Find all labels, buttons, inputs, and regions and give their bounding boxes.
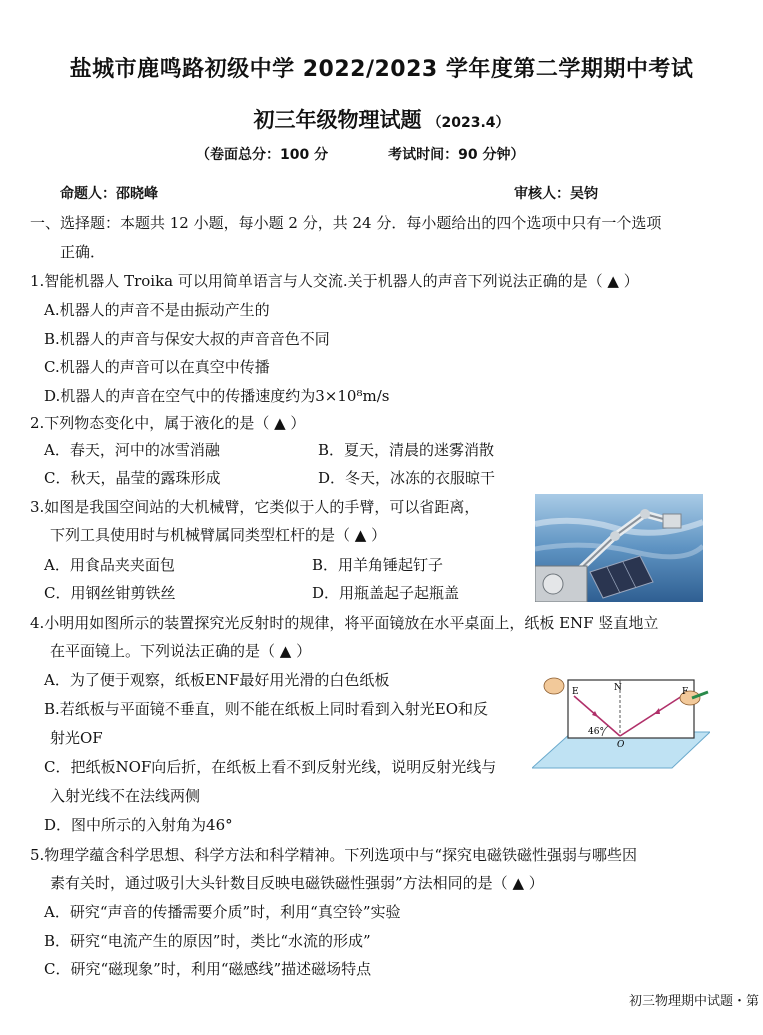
reviewer: 审核人：吴钧 bbox=[514, 186, 598, 202]
q5-option-c: C．研究“磁现象”时，利用“磁感线”描述磁场特点 bbox=[44, 960, 372, 978]
space-station-arm-photo bbox=[535, 494, 703, 602]
q4-option-b-cont: 射光OF bbox=[50, 729, 103, 747]
q5-stem-line2: 素有关时，通过吸引大头针数目反映电磁铁磁性强弱”方法相同的是（ ▲ ） bbox=[50, 874, 544, 892]
author: 命题人：邵晓峰 bbox=[60, 186, 158, 202]
exam-time: 考试时间：90 分钟） bbox=[388, 147, 525, 163]
section-instructions-line2: 正确． bbox=[60, 243, 106, 261]
q4-stem-line1: 4.小明用如图所示的装置探究光反射时的规律，将平面镜放在水平桌面上，纸板 ENF 竖直地立 bbox=[30, 614, 659, 632]
q5-option-a: A．研究“声音的传播需要介质”时，利用“真空铃”实验 bbox=[44, 903, 401, 921]
q3-option-c: C．用钢丝钳剪铁丝 bbox=[44, 584, 176, 602]
q1-stem: 1.智能机器人 Troika 可以用简单语言与人交流.关于机器人的声音下列说法正确的是（ ▲ ） bbox=[30, 272, 639, 290]
q1-option-d: D.机器人的声音在空气中的传播速度约为3×10⁸m/s bbox=[44, 387, 390, 405]
label-o: O bbox=[617, 740, 625, 750]
q5-option-b: B．研究“电流产生的原因”时，类比“水流的形成” bbox=[44, 932, 371, 950]
exam-date: （2023.4） bbox=[427, 115, 510, 131]
q3-option-d: D．用瓶盖起子起瓶盖 bbox=[312, 584, 460, 602]
q1-option-b: B.机器人的声音与保安大叔的声音音色不同 bbox=[44, 330, 330, 348]
q4-option-b: B.若纸板与平面镜不垂直，则不能在纸板上同时看到入射光EO和反 bbox=[44, 700, 489, 718]
q3-stem-line2: 下列工具使用时与机械臂属同类型杠杆的是（ ▲ ） bbox=[50, 526, 387, 544]
label-f: F bbox=[682, 687, 689, 697]
q3-stem-line1: 3.如图是我国空间站的大机械臂，它类似于人的手臂，可以省距离， bbox=[30, 498, 480, 516]
label-e: E bbox=[572, 687, 579, 697]
total-score: （卷面总分：100 分 bbox=[196, 147, 329, 163]
exam-subtitle bbox=[0, 104, 763, 134]
q5-stem-line1: 5.物理学蕴含科学思想、科学方法和科学精神。下列选项中与“探究电磁铁磁性强弱与哪些因 bbox=[30, 846, 637, 864]
label-n: N bbox=[614, 683, 622, 693]
q2-option-c: C．秋天，晶莹的露珠形成 bbox=[44, 469, 221, 487]
label-angle: 46° bbox=[588, 727, 604, 737]
exam-info bbox=[196, 144, 524, 164]
q4-stem-line2: 在平面镜上。下列说法正确的是（ ▲ ） bbox=[50, 642, 312, 660]
q4-option-c: C．把纸板NOF向后折，在纸板上看不到反射光线，说明反射光线与 bbox=[44, 758, 497, 776]
q2-option-d: D．冬天，冰冻的衣服晾干 bbox=[318, 469, 496, 487]
q2-option-a: A．春天，河中的冰雪消融 bbox=[44, 441, 220, 459]
exam-title: 盐城市鹿鸣路初级中学 2022/2023 学年度第二学期期中考试 bbox=[69, 57, 694, 82]
q4-option-a: A．为了便于观察，纸板ENF最好用光滑的白色纸板 bbox=[44, 671, 390, 689]
q4-option-c-cont: 入射光线不在法线两侧 bbox=[50, 787, 201, 805]
section-instructions-line1: 一、选择题：本题共 12 小题，每小题 2 分，共 24 分．每小题给出的四个选项中只有一个选项 bbox=[30, 214, 662, 232]
q2-option-b: B．夏天，清晨的迷雾消散 bbox=[318, 441, 495, 459]
q1-option-a: A.机器人的声音不是由振动产生的 bbox=[44, 301, 270, 319]
q3-option-b: B．用羊角锤起钉子 bbox=[312, 556, 444, 574]
q3-option-a: A．用食品夹夹面包 bbox=[44, 556, 175, 574]
q1-option-c: C.机器人的声音可以在真空中传播 bbox=[44, 358, 270, 376]
q2-stem: 2.下列物态变化中，属于液化的是（ ▲ ） bbox=[30, 414, 306, 432]
q4-option-d: D．图中所示的入射角为46° bbox=[44, 816, 233, 834]
subtitle-text: 初三年级物理试题 bbox=[253, 108, 422, 132]
light-reflection-diagram bbox=[532, 670, 710, 775]
page-footer: 初三物理期中试题・第 bbox=[628, 994, 759, 1009]
